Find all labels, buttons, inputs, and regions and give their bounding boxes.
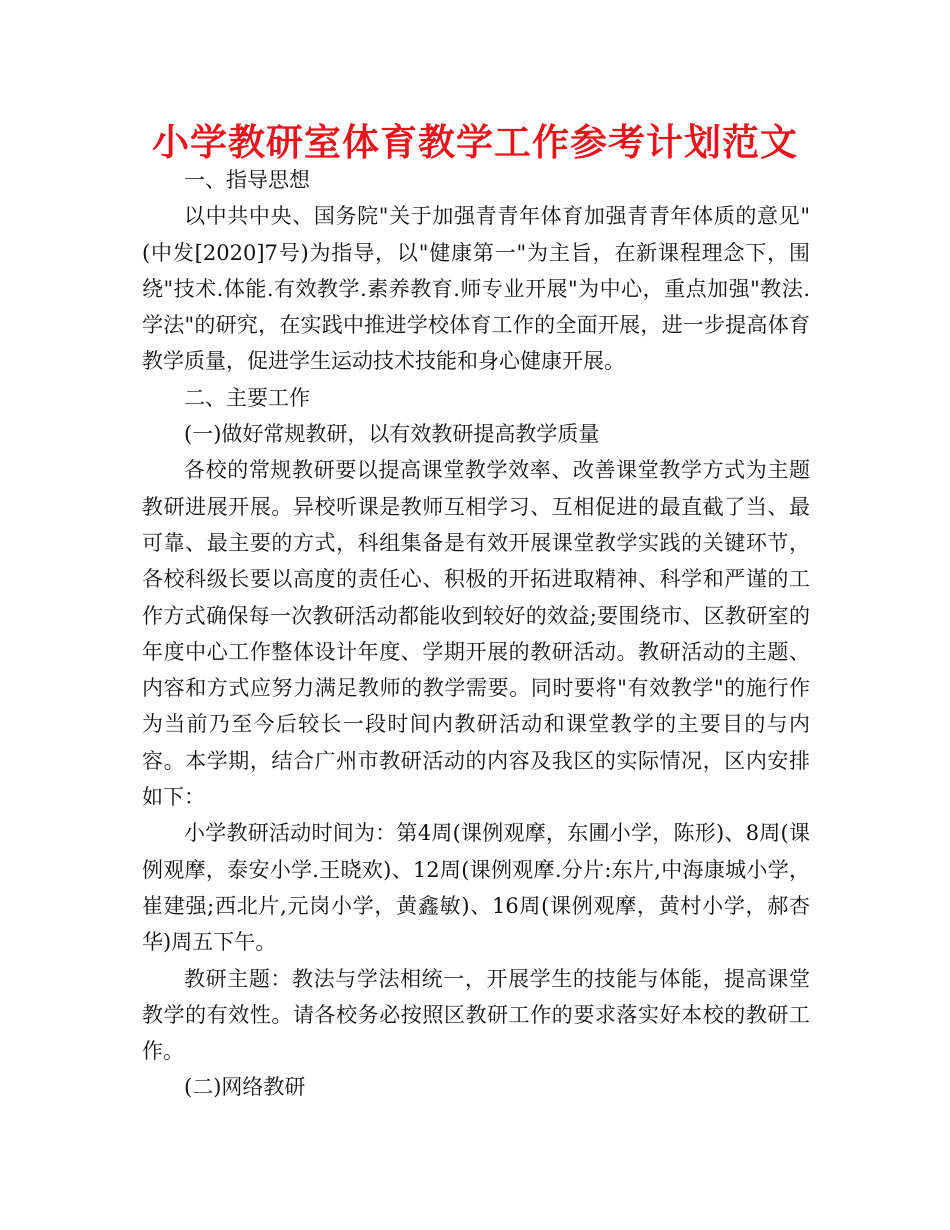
- paragraph-guiding-ideology: 以中共中央、国务院"关于加强青青年体育加强青青年体质的意见"(中发[2020]7号)为指导，以"健康第一"为主旨，在新课程理念下，围绕"技术.体能.有效教学.素养教育.师专业开展"为中心，重点加强"教法.学法"的研究，在实践中推进学校体育工作的全面开展，进一步提高体育教学质量，促进学生运动技术技能和身心健康开展。: [142, 204, 810, 374]
- subsection-heading-online-research: (二)网络教研: [184, 1075, 306, 1100]
- section-heading-guiding-ideology: 一、指导思想: [184, 168, 310, 192]
- paragraph-routine-research: 各校的常规教研要以提高课堂教学效率、改善课堂教学方式为主题教研进展开展。异校听课是教师互相学习、互相促进的最直截了当、最可靠、最主要的方式，科组集备是有效开展课堂教学实践的关键环节，各校科级长要以高度的责任心、积极的开拓进取精神、科学和严谨的工作方式确保每一次教研活动都能收到较好的效益;要围绕市、区教研室的年度中心工作整体设计年度、学期开展的教研活动。教研活动的主题、内容和方式应努力满足教师的教学需要。同时要将"有效教学"的施行作为当前乃至今后较长一段时间内教研活动和课堂教学的主要目的与内容。本学期，结合广州市教研活动的内容及我区的实际情况，区内安排如下：: [142, 458, 810, 810]
- document-body: [142, 162, 810, 1106]
- subsection-heading-routine-research: (一)做好常规教研，以有效教研提高教学质量: [184, 422, 600, 447]
- paragraph-activity-schedule: 小学教研活动时间为：第4周(课例观摩，东圃小学，陈形)、8周(课例观摩，泰安小学.王晓欢)、12周(课例观摩.分片:东片,中海康城小学，崔建强;西北片,元岗小学，黄鑫敏)、16周(课例观摩，黄村小学，郝杏华)周五下午。: [142, 821, 810, 955]
- document-title: 小学教研室体育教学工作参考计划范文: [152, 121, 798, 164]
- paragraph-research-theme: 教研主题：教法与学法相统一，开展学生的技能与体能，提高课堂教学的有效性。请各校务必按照区教研工作的要求落实好本校的教研工作。: [142, 966, 810, 1064]
- section-heading-main-work: 二、主要工作: [184, 385, 310, 410]
